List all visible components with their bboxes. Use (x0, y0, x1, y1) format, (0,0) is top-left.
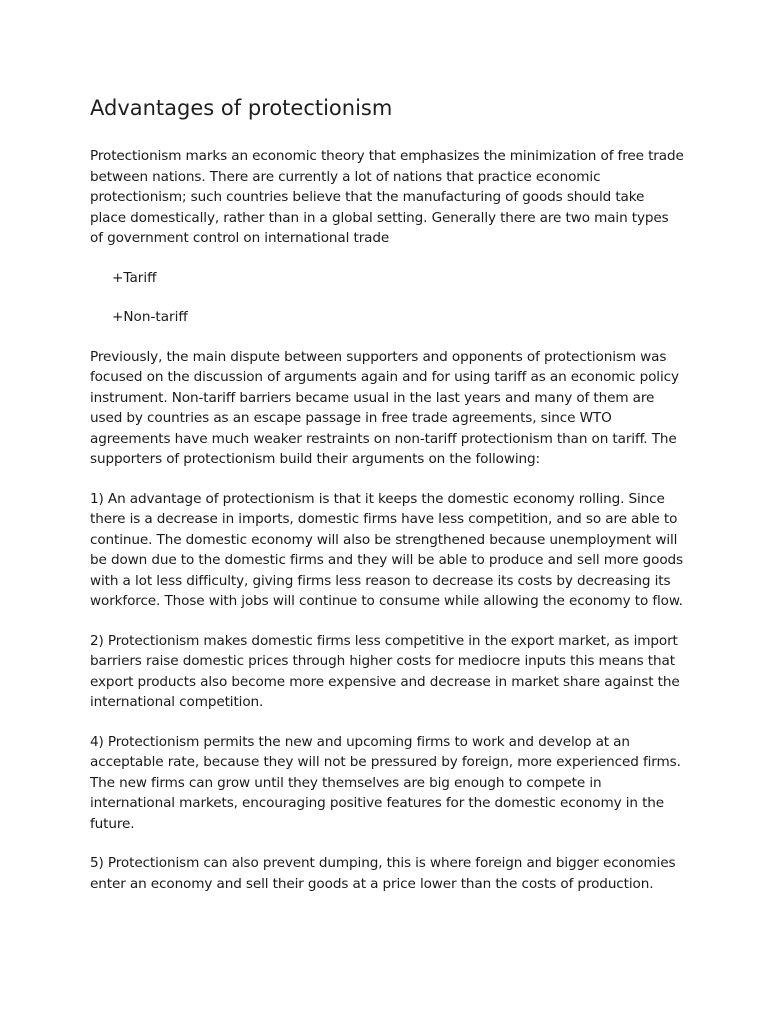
document-title: Advantages of protectionism (90, 96, 393, 120)
type-item-non-tariff: +Non-tariff (112, 309, 188, 325)
point-4-paragraph: 4) Protectionism permits the new and upcoming firms to work and develop at an acceptable rate, because they will not be pressured by foreign, more experienced firms. The new firms can grow until they themselves are big enough to compete in international markets, encouraging positive features for the domestic economy in the future. (90, 733, 681, 832)
type-item-tariff: +Tariff (112, 269, 157, 286)
point-5-paragraph: 5) Protectionism can also prevent dumping, this is where foreign and bigger economies enter an economy and sell their goods at a price lower than the costs of production. (90, 855, 676, 892)
point-2-paragraph: 2) Protectionism makes domestic firms less competitive in the export market, as import barriers raise domestic prices through higher costs for mediocre inputs this means that export products also become more expensive and decrease in market share against the international competition. (90, 632, 680, 710)
document-page (90, 94, 684, 913)
previously-paragraph: Previously, the main dispute between supporters and opponents of protectionism was focused on the discussion of arguments again and for using tariff as an economic policy instrument. Non-tariff barriers became usual in the last years and many of them are used by countries as an escape passage in free trade agreements, since WTO agreements have much weaker restraints on non-tariff protectionism than on tariff. The supporters of protectionism build their arguments on the following: (90, 348, 679, 467)
intro-paragraph: Protectionism marks an economic theory that emphasizes the minimization of free trade between nations. There are currently a lot of nations that practice economic protectionism; such countries believe that the manufacturing of goods should take place domestically, rather than in a global setting. Generally there are two main types of government control on international trade (90, 148, 684, 246)
point-1-paragraph: 1) An advantage of protectionism is that it keeps the domestic economy rolling. Since there is a decrease in imports, domestic firms have less competition, and so are able to continue. The domestic economy will also be strengthened because unemployment will be down due to the domestic firms and they will be able to produce and sell more goods with a lot less difficulty, giving firms less reason to decrease its costs by decreasing its workforce. Those with jobs will continue to consume while allowing the economy to flow. (90, 490, 684, 609)
